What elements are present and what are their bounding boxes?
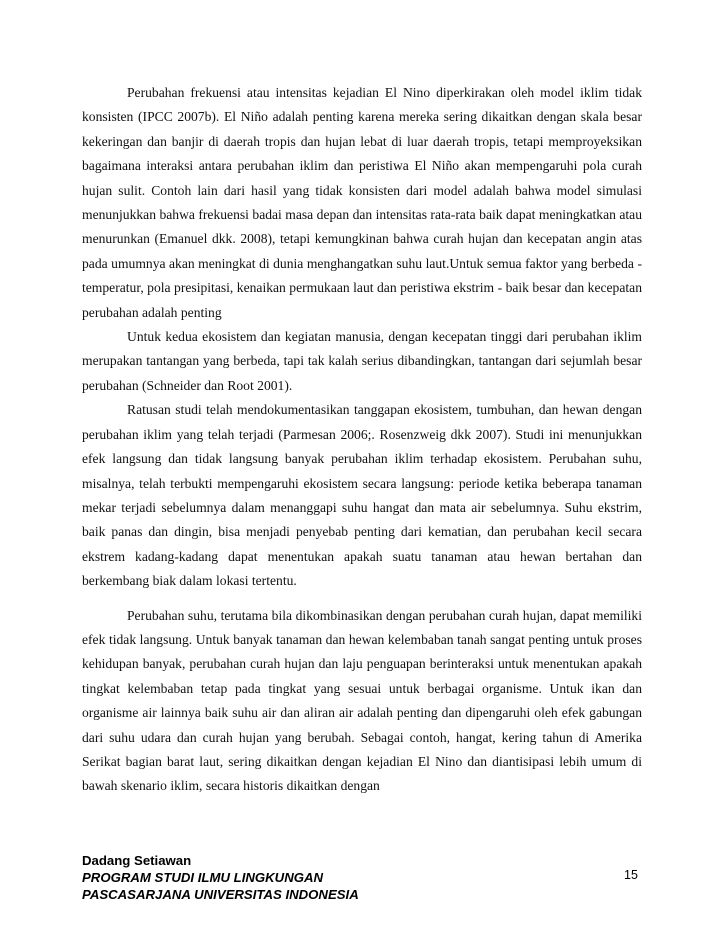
paragraph-3: Ratusan studi telah mendokumentasikan tanggapan ekosistem, tumbuhan, dan hewan dengan perubahan iklim yang telah terjadi (Parmesan 2006;. Rosenzweig dkk 2007). Studi ini menunjukkan efek langsung dan tidak langsung banyak perubahan iklim terhadap ekosistem. Perubahan suhu, misalnya, telah terbukti mempengaruhi ekosistem secara langsung: periode ketika beberapa tanaman mekar terjadi sebelumnya dalam menanggapi suhu hangat dan mata air sebelumnya. Suhu ekstrim, baik panas dan dingin, bisa menjadi penyebab penting dari kematian, dan perubahan kecil secara ekstrem kadang-kadang dapat menentukan apakah suatu tanaman atau hewan bertahan dan berkembang biak dalam lokasi tertentu.	[82, 402, 642, 589]
paragraph-spacer	[82, 594, 642, 604]
paragraph-1: Perubahan frekuensi atau intensitas kejadian El Nino diperkirakan oleh model iklim tidak konsisten (IPCC 2007b). El Niño adalah penting karena mereka sering dikaitkan dengan skala besar kekeringan dan banjir di daerah tropis dan hujan lebat di luar daerah tropis, tetapi memproyeksikan bagaimana interaksi antara perubahan iklim dan peristiwa El Niño akan mempengaruhi pola curah hujan sulit. Contoh lain dari hasil yang tidak konsisten dari model adalah bahwa model simulasi menunjukkan bahwa frekuensi badai masa depan dan intensitas rata-rata baik dapat meningkatkan atau menurunkan (Emanuel dkk. 2008), tetapi kemungkinan bahwa curah hujan dan kecepatan angin atas pada umumnya akan meningkat di dunia menghangatkan suhu laut.Untuk semua faktor yang berbeda - temperatur, pola presipitasi, kenaikan permukaan laut dan peristiwa ekstrim - baik besar dan kecepatan perubahan adalah penting	[82, 85, 642, 320]
body-text	[82, 81, 642, 799]
footer-author: Dadang Setiawan	[82, 853, 192, 868]
paragraph-2: Untuk kedua ekosistem dan kegiatan manusia, dengan kecepatan tinggi dari perubahan iklim merupakan tantangan yang berbeda, tapi tak kalah serius dibandingkan, tantangan dari sejumlah besar perubahan (Schneider dan Root 2001).	[82, 329, 642, 393]
page-number: 15	[624, 868, 638, 882]
footer-institution: PASCASARJANA UNIVERSITAS INDONESIA	[82, 887, 359, 902]
page-footer	[82, 852, 359, 903]
paragraph-4: Perubahan suhu, terutama bila dikombinasikan dengan perubahan curah hujan, dapat memiliki efek tidak langsung. Untuk banyak tanaman dan hewan kelembaban tanah sangat penting untuk proses kehidupan banyak, perubahan curah hujan dan laju penguapan berinteraksi untuk menentukan apakah tingkat kelembaban tetap pada tingkat yang sesuai untuk berbagai organisme. Untuk ikan dan organisme air lainnya baik suhu air dan aliran air adalah penting dan dipengaruhi oleh efek gabungan dari suhu udara dan curah hujan yang berubah. Sebagai contoh, hangat, kering tahun di Amerika Serikat bagian barat laut, sering dikaitkan dengan kejadian El Nino dan diantisipasi lebih umum di bawah skenario iklim, secara historis dikaitkan dengan	[82, 607, 642, 794]
footer-program: PROGRAM STUDI ILMU LINGKUNGAN	[82, 870, 324, 885]
